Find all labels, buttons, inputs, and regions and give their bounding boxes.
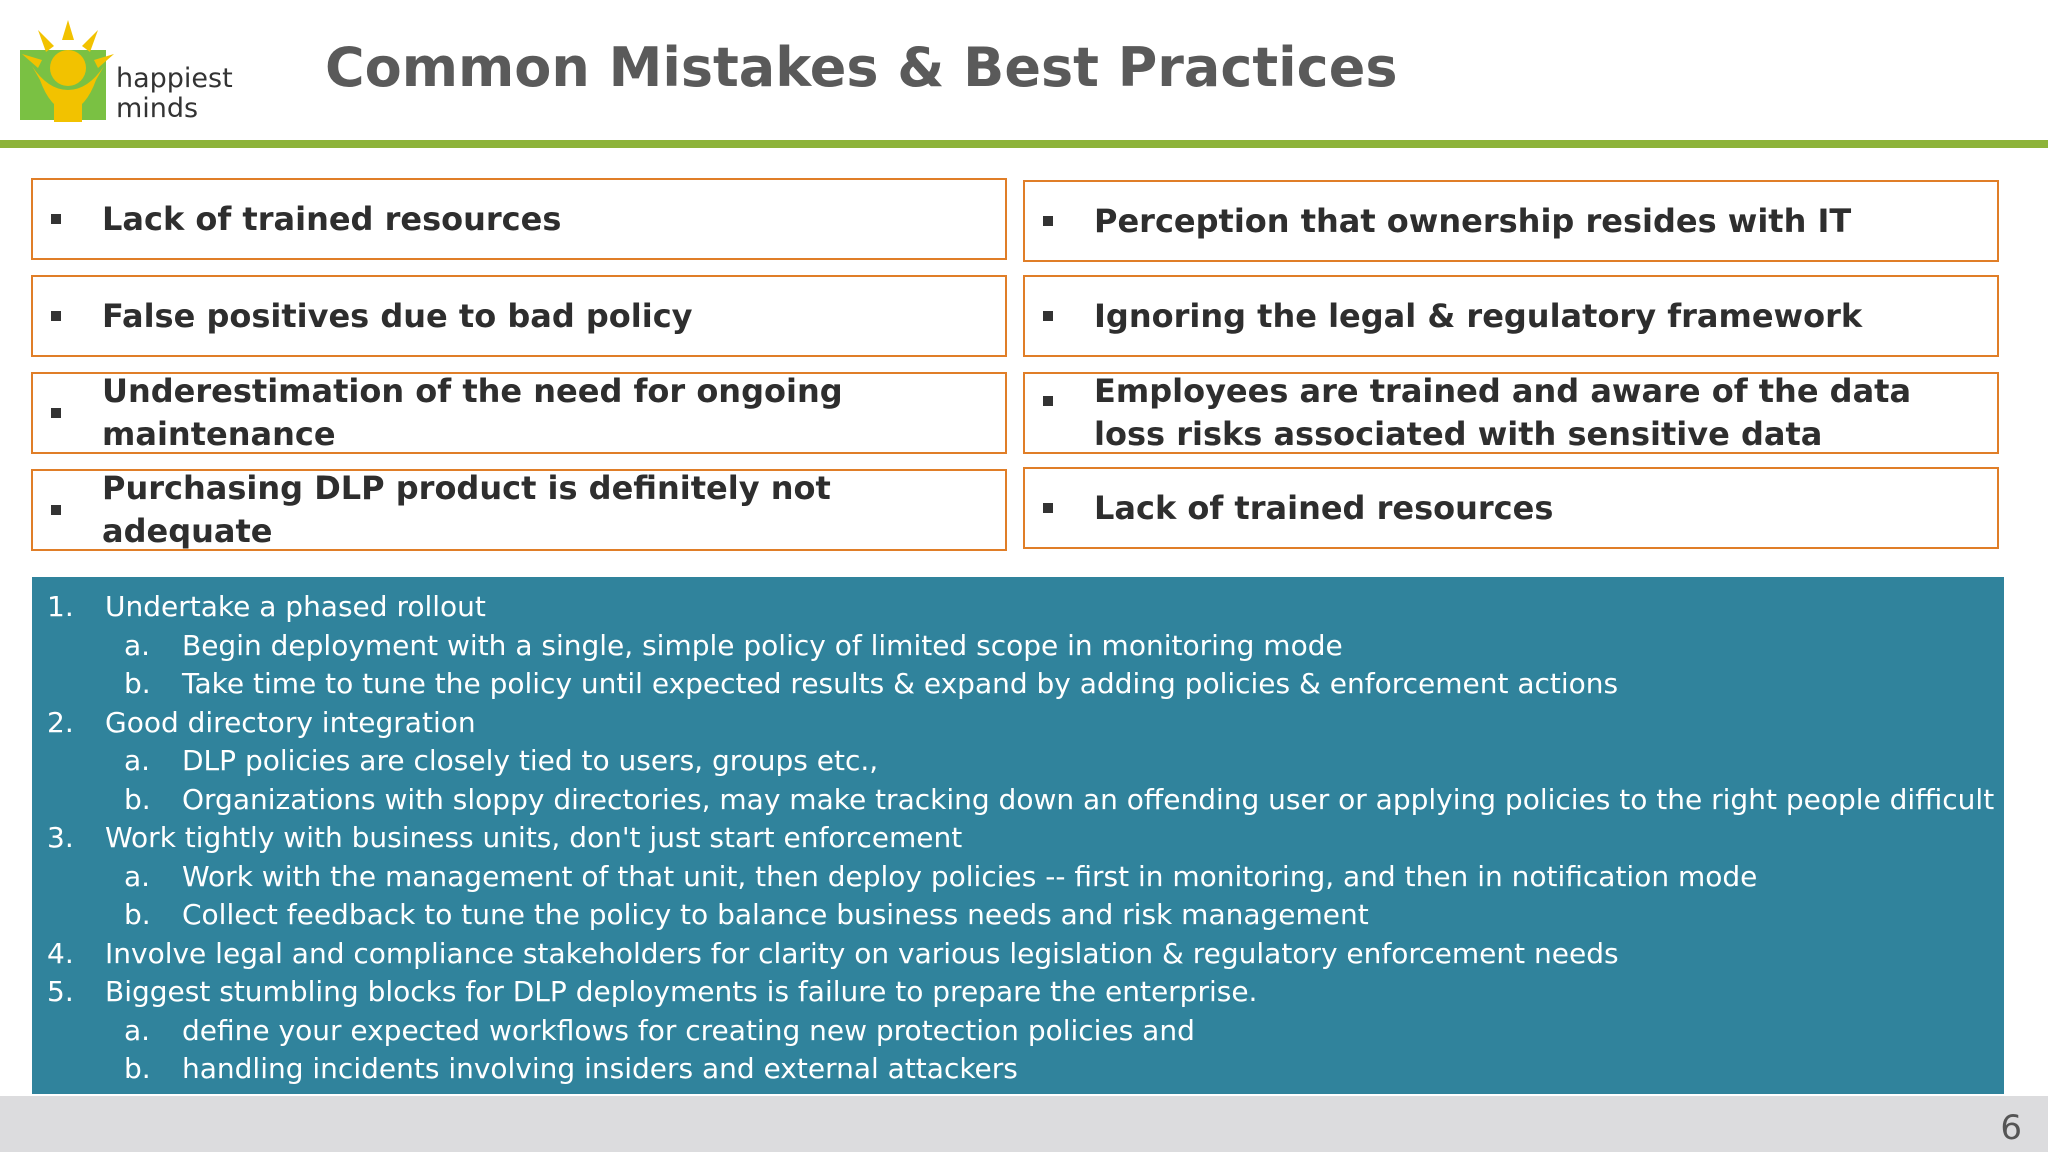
mistake-box-right-3 [1023,372,1999,454]
practice-item [32,704,2004,743]
mistake-box-left-2 [31,275,1007,357]
practice-subitem [32,742,2004,781]
header-divider [0,140,2048,148]
logo-text-happiest: happiest [116,63,233,94]
mistake-text: Purchasing DLP product is definitely not adequate [102,469,831,550]
practice-text: Begin deployment with a single, simple policy of limited scope in monitoring mode [182,628,1343,662]
practice-subitem [32,665,2004,704]
practice-item [32,973,2004,1012]
list-marker: a. [124,744,151,777]
mistake-text: Perception that ownership resides with IT [1094,201,1852,240]
list-marker: 5. [47,975,74,1008]
practice-text: handling incidents involving insiders and external attackers [182,1052,1018,1085]
practice-subitem [32,627,2004,666]
practice-text: Collect feedback to tune the policy to balance business needs and risk management [182,898,1369,931]
mistake-text: Lack of trained resources [102,199,562,238]
mistake-box-right-2 [1023,275,1999,357]
mistake-box-right-4 [1023,467,1999,549]
square-bullet-icon [1043,396,1053,406]
list-marker: a. [124,628,151,662]
practice-subitem [32,781,2004,820]
list-marker: b. [124,782,151,816]
mistake-box-right-1 [1023,180,1999,262]
practice-text: Biggest stumbling blocks for DLP deployments is failure to prepare the enterprise. [105,975,1258,1008]
slide-header [0,0,2048,140]
mistake-box-left-4 [31,469,1007,551]
mistake-text: Employees are trained and aware of the data loss risks associated with sensitive data [1094,372,1912,453]
practice-text: DLP policies are closely tied to users, groups etc., [182,744,879,777]
square-bullet-icon [1043,503,1053,513]
list-marker: 2. [47,705,74,739]
list-marker: a. [124,1013,151,1047]
square-bullet-icon [51,408,61,418]
square-bullet-icon [1043,216,1053,226]
practice-item [32,819,2004,858]
list-marker: 4. [47,936,74,970]
page-number: 6 [2000,1108,2022,1148]
list-marker: b. [124,898,151,931]
practice-subitem [32,1050,2004,1089]
practice-subitem [32,858,2004,897]
square-bullet-icon [51,311,61,321]
logo-text-minds: minds [116,93,199,124]
happiest-minds-logo [18,20,238,125]
practice-text: Involve legal and compliance stakeholders for clarity on various legislation & regulatory enforcement needs [105,936,1619,970]
mistake-box-left-3 [31,372,1007,454]
list-marker: 1. [47,590,74,623]
logo-wordmark [116,64,233,124]
practice-text: Good directory integration [105,705,476,739]
mistake-text: Underestimation of the need for ongoing maintenance [102,372,843,453]
square-bullet-icon [51,214,61,224]
practice-item [32,588,2004,627]
practice-text: Organizations with sloppy directories, may make tracking down an offending user or applying policies to the right people difficult [182,782,1995,816]
list-marker: 3. [47,821,74,854]
mistake-text: Lack of trained resources [1094,488,1554,527]
practice-text: Work with the management of that unit, then deploy policies -- first in monitoring, and then in notification mode [182,859,1758,893]
page-title: Common Mistakes & Best Practices [325,36,1398,99]
list-marker: b. [124,1052,151,1085]
practice-item [32,935,2004,974]
practice-text: Work tightly with business units, don't just start enforcement [105,821,963,854]
best-practices-list [32,588,2004,1089]
practice-text: Undertake a phased rollout [105,590,486,623]
list-marker: b. [124,667,151,700]
slide-footer [0,1096,2048,1152]
best-practices-panel [32,577,2004,1094]
practice-subitem [32,1012,2004,1051]
square-bullet-icon [1043,311,1053,321]
mistake-box-left-1 [31,178,1007,260]
list-marker: a. [124,859,151,893]
square-bullet-icon [51,505,61,515]
practice-subitem [32,896,2004,935]
mistake-text: Ignoring the legal & regulatory framework [1094,296,1863,335]
practice-text: Take time to tune the policy until expected results & expand by adding policies & enforcement actions [182,667,1619,700]
mistake-text: False positives due to bad policy [102,296,693,335]
practice-text: define your expected workflows for creating new protection policies and [182,1013,1195,1047]
